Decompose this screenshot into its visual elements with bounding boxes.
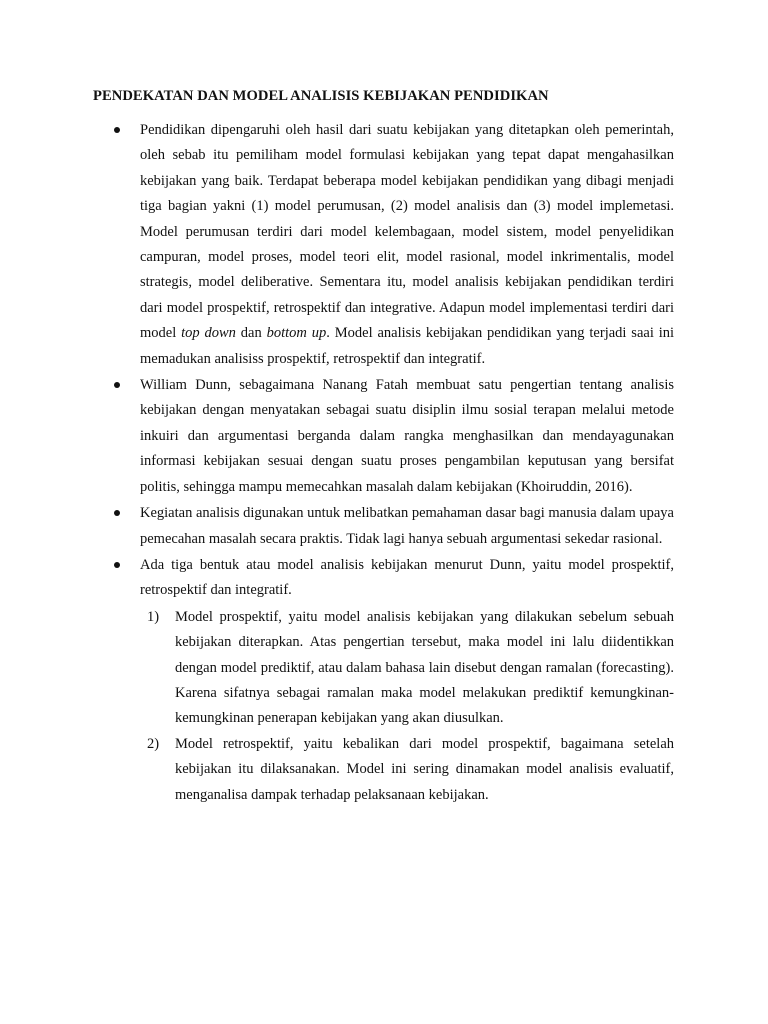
- bullet-item-2: [0, 373, 768, 500]
- document-title: PENDEKATAN DAN MODEL ANALISIS KEBIJAKAN PENDIDIKAN: [93, 88, 549, 104]
- numbered-item-2: [0, 732, 768, 808]
- list-number: 1): [147, 608, 160, 625]
- list-number: 2): [147, 735, 160, 752]
- bullet-paragraph: William Dunn, sebagaimana Nanang Fatah membuat satu pengertian tentang analisis kebijakan dengan menyatakan sebagai suatu disiplin ilmu sosial terapan melalui metode inkuiri dan argumentasi berganda dalam rangka menghasilkan dan mendayagunakan informasi kebijakan sesuai dengan suatu proses pengambilan keputusan yang bersifat politis, sehingga mampu memecahkan masalah dalam kebijakan (Khoiruddin, 2016).: [140, 377, 674, 495]
- bullet-paragraph: Kegiatan analisis digunakan untuk melibatkan pemahaman dasar bagi manusia dalam upaya pemecahan masalah secara praktis. Tidak lagi hanya sebuah argumentasi sekedar rasional.: [140, 505, 674, 547]
- bullet-paragraph: Ada tiga bentuk atau model analisis kebijakan menurut Dunn, yaitu model prospektif, retrospektif dan integratif.: [140, 556, 674, 599]
- numbered-paragraph: Model prospektif, yaitu model analisis kebijakan yang dilakukan sebelum sebuah kebijakan diterapkan. Atas pengertian tersebut, maka model ini lalu diidentikkan dengan model prediktif, atau dalam bahasa lain disebut dengan ramalan (forecasting). Karena sifatnya sebagai ramalan maka model melakukan prediktif kemungkinan- kemungkinan penerapan kebijakan yang akan diusulkan.: [175, 608, 674, 727]
- bullet-item-4: [0, 553, 768, 604]
- bullet-list: [0, 118, 768, 808]
- bullet-icon: [114, 127, 120, 133]
- bullet-text-part: Pendidikan dipengaruhi oleh hasil dari suatu kebijakan yang ditetapkan oleh pemerintah, oleh sebab itu pemiliham model formulasi kebijakan yang tepat dapat mengahasilkan kebijakan yang baik. Terdapat beberapa model kebijakan pendidikan yang dibagi menjadi tiga bagian yakni (1) model perumusan, (2) model analisis dan (3) model implemetasi. Model perumusan terdiri dari model kelembagaan, model sistem, model penyelidikan campuran, model proses, model teori elit, model rasional, model inkrimentalis, model strategis, model deliberative. Sementara itu, model analisis kebijakan pendidikan terdiri dari model prospektif, retrospektif dan integrative. Adapun model implementasi terdiri dari model: [140, 122, 674, 342]
- bullet-icon: [114, 562, 120, 568]
- bullet-text-part: . Model analisis kebijakan pendidikan yang terjadi saai ini memadukan analisiss prospektif, retrospektif dan integratif.: [140, 325, 675, 367]
- bullet-item-3: [0, 501, 768, 552]
- bullet-icon: [114, 382, 120, 388]
- bullet-text-part: dan: [235, 325, 267, 342]
- italic-term: top down: [181, 325, 236, 342]
- bullet-paragraph: [140, 118, 674, 372]
- numbered-list: [0, 605, 768, 808]
- numbered-paragraph: Model retrospektif, yaitu kebalikan dari model prospektif, bagaimana setelah kebijakan itu dilaksanakan. Model ini sering dinamakan model analisis evaluatif, menganalisa dampak terhadap pelaksanaan kebijakan.: [175, 735, 674, 803]
- bullet-item-1: [0, 118, 768, 372]
- numbered-item-1: [0, 605, 768, 732]
- italic-term: bottom up: [266, 325, 327, 342]
- bullet-icon: [114, 510, 120, 516]
